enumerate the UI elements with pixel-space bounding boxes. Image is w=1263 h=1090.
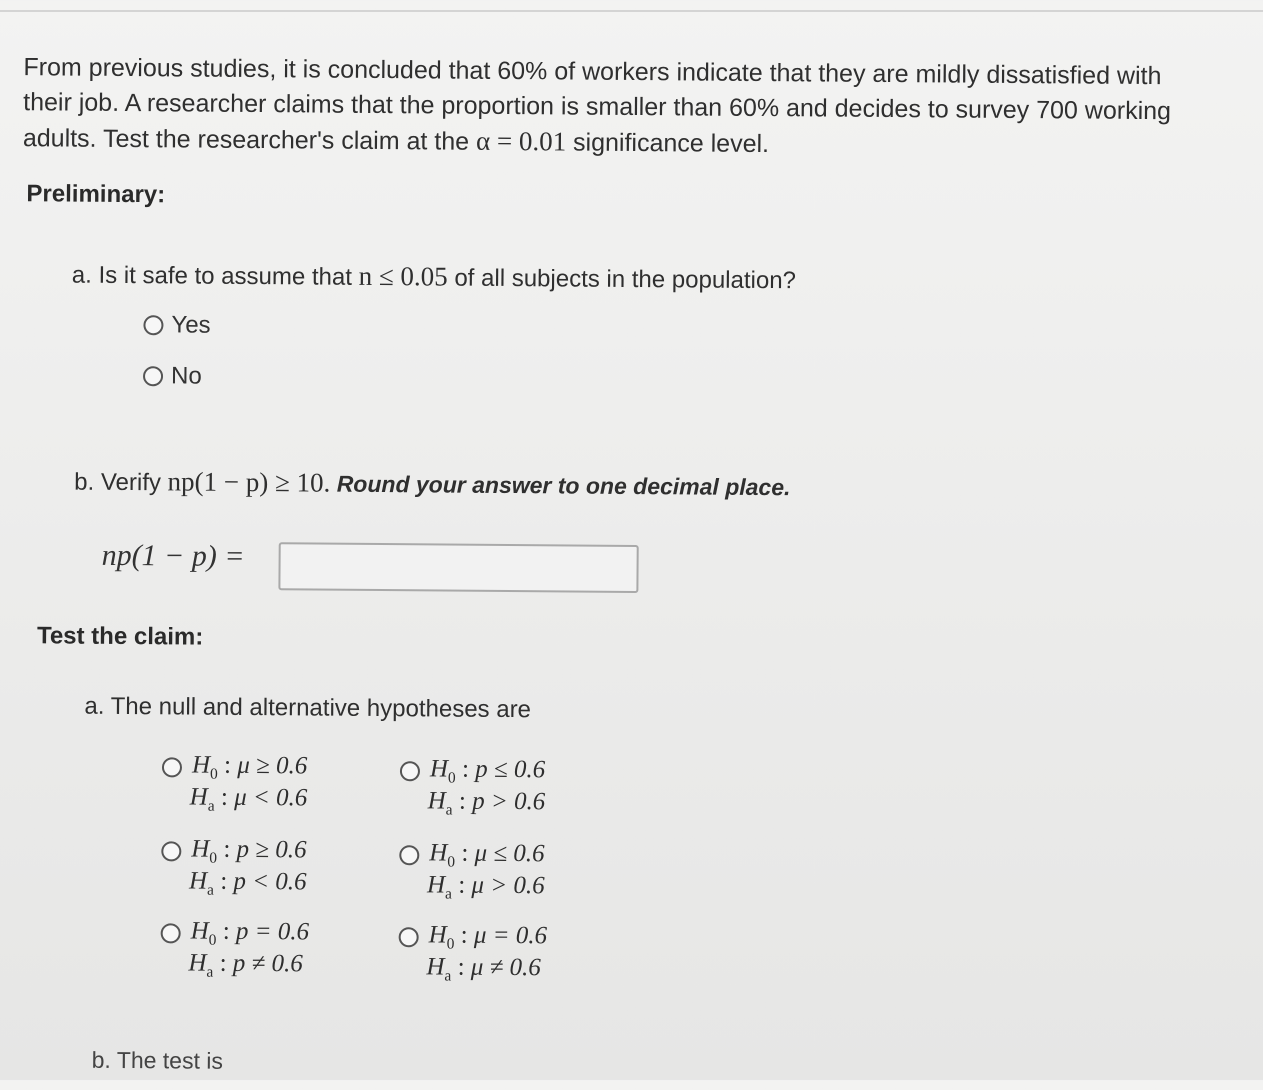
h0-statement-4: $H_0$ : μ ≤ 0.6 [429, 839, 545, 871]
option-yes-label: Yes [171, 311, 211, 339]
rounding-instruction: Round your answer to one decimal place. [330, 470, 791, 501]
hypothesis-option-mu-le[interactable] [399, 839, 620, 911]
hypothesis-option-p-le[interactable] [400, 755, 621, 827]
question-b-verify [74, 466, 790, 503]
radio-button-yes[interactable] [143, 315, 163, 335]
preliminary-heading: Preliminary: [26, 180, 166, 209]
ha-statement-3: $H_a$ : p < 0.6 [188, 867, 307, 899]
radio-button-hyp-1[interactable] [162, 757, 182, 777]
hypothesis-option-p-ge[interactable] [161, 835, 382, 907]
answer-label-expression: np(1 − p) = [101, 538, 245, 573]
radio-button-hyp-6[interactable] [399, 927, 419, 947]
hypotheses-question-label: a. The null and alternative hypotheses are [84, 692, 532, 724]
hypothesis-option-mu-eq[interactable] [398, 921, 619, 993]
problem-line-3-start: adults. Test the researcher's claim at the [22, 124, 477, 156]
hypothesis-option-p-eq[interactable] [160, 917, 381, 989]
problem-line-1: From previous studies, it is concluded that 60% of workers indicate that they are mildly dissatisfied with [23, 53, 1162, 91]
problem-statement [23, 50, 1249, 166]
ha-statement-4: $H_a$ : μ > 0.6 [426, 871, 545, 903]
answer-label-np1p [102, 539, 245, 574]
question-a-sample-size [72, 259, 796, 296]
h0-statement-6: $H_0$ : μ = 0.6 [428, 921, 548, 953]
question-b-text-start: b. Verify [74, 468, 168, 497]
h0-statement-2: $H_0$ : p ≤ 0.6 [429, 755, 546, 787]
problem-line-3-end: significance level. [566, 128, 770, 159]
ha-statement-1: $H_a$ : μ < 0.6 [189, 783, 308, 815]
radio-button-hyp-5[interactable] [161, 923, 181, 943]
question-a-expression: n ≤ 0.05 [358, 260, 448, 292]
test-claim-heading: Test the claim: [36, 622, 204, 651]
hypothesis-option-mu-ge[interactable] [162, 751, 383, 823]
h0-statement-5: $H_0$ : p = 0.6 [190, 917, 310, 949]
h0-statement-1: $H_0$ : μ ≥ 0.6 [191, 751, 308, 783]
ha-statement-6: $H_a$ : μ ≠ 0.6 [426, 953, 541, 985]
option-no[interactable] [143, 362, 202, 390]
radio-button-hyp-2[interactable] [400, 761, 420, 781]
alpha-expression: α = 0.01 [475, 125, 567, 157]
radio-button-hyp-4[interactable] [399, 845, 419, 865]
radio-button-no[interactable] [143, 366, 163, 386]
h0-statement-3: $H_0$ : p ≥ 0.6 [191, 835, 307, 867]
problem-line-2: their job. A researcher claims that the proportion is smaller than 60% and decides to survey 700 working [23, 88, 1172, 126]
ha-statement-2: $H_a$ : p > 0.6 [427, 787, 546, 819]
question-b-expression: np(1 − p) ≥ 10. [167, 466, 331, 498]
test-type-question-label: b. The test is [91, 1046, 224, 1074]
ha-statement-5: $H_a$ : p ≠ 0.6 [188, 949, 303, 981]
question-a-text-end: of all subjects in the population? [447, 264, 797, 295]
radio-button-hyp-3[interactable] [161, 841, 181, 861]
np1p-answer-input[interactable] [278, 542, 638, 593]
option-no-label: No [170, 362, 202, 390]
question-a-text-start: a. Is it safe to assume that [71, 261, 359, 291]
option-yes[interactable] [143, 311, 210, 340]
